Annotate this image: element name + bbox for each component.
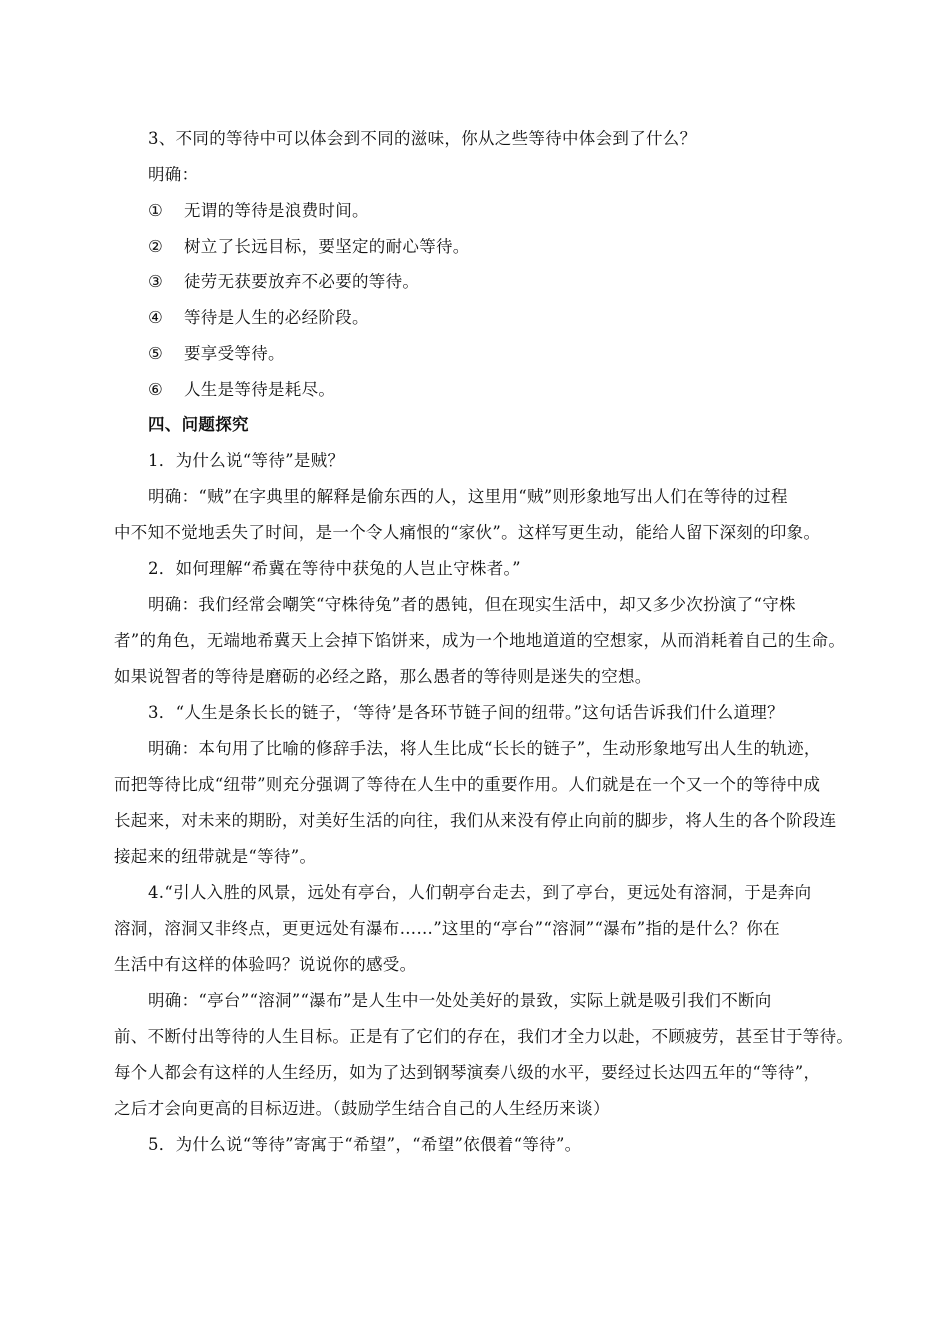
question-3: 3．“人生是条长长的链子，‘等待’是各环节链子间的纽带。”这句话告诉我们什么道理？ [148, 703, 784, 722]
answer-list-item [148, 379, 335, 401]
question-4-line-2: 溶洞，溶洞又非终点，更更远处有瀑布……”这里的“亭台”“溶洞”“瀑布”指的是什么？你在 [114, 919, 780, 938]
answer-1-line-1: 明确：“贼”在字典里的解释是偷东西的人，这里用“贼”则形象地写出人们在等待的过程 [148, 487, 788, 506]
question-5: 5．为什么说“等待”寄寓于“希望”，“希望”依偎着“等待”。 [148, 1135, 582, 1154]
answer-1-line-2: 中不知不觉地丢失了时间，是一个令人痛恨的“家伙”。这样写更生动，能给人留下深刻的印象。 [114, 523, 821, 542]
list-marker: ⑥ [148, 380, 164, 399]
list-marker: ① [148, 201, 164, 220]
list-marker: ② [148, 237, 164, 256]
list-text: 要享受等待。 [184, 344, 285, 363]
answer-list-item [148, 271, 419, 293]
answer-4-line-2: 前、不断付出等待的人生目标。正是有了它们的存在，我们才全力以赴，不顾疲劳，甚至甘于等待。 [114, 1027, 854, 1046]
list-text: 树立了长远目标，要坚定的耐心等待。 [184, 237, 470, 256]
list-text: 无谓的等待是浪费时间。 [184, 201, 369, 220]
list-text: 人生是等待是耗尽。 [184, 380, 336, 399]
answer-list-item [148, 200, 369, 222]
question-3-intro: 3、不同的等待中可以体会到不同的滋味，你从之些等待中体会到了什么？ [148, 129, 697, 148]
answer-label: 明确： [148, 165, 199, 184]
answer-2-line-3: 如果说智者的等待是磨砺的必经之路，那么愚者的等待则是迷失的空想。 [114, 667, 652, 686]
list-marker: ④ [148, 308, 164, 327]
list-marker: ⑤ [148, 344, 164, 363]
answer-2-line-1: 明确：我们经常会嘲笑“守株待兔”者的愚钝，但在现实生活中，却又多少次扮演了“守株 [148, 595, 796, 614]
list-text: 等待是人生的必经阶段。 [184, 308, 369, 327]
question-2: 2．如何理解“希冀在等待中获兔的人岂止守株者。” [148, 559, 521, 578]
section-heading: 四、问题探究 [148, 415, 249, 434]
answer-list-item [148, 307, 369, 329]
answer-4-line-3: 每个人都会有这样的人生经历，如为了达到钢琴演奏八级的水平，要经过长达四五年的“等待”， [114, 1063, 821, 1082]
answer-4-line-4: 之后才会向更高的目标迈进。（鼓励学生结合自己的人生经历来谈） [114, 1099, 610, 1118]
question-1: 1．为什么说“等待”是贼？ [148, 451, 345, 470]
question-4-line-3: 生活中有这样的体验吗？说说你的感受。 [114, 955, 417, 974]
question-4-line-1: 4.“引人入胜的风景，远处有亭台，人们朝亭台走去，到了亭台，更远处有溶洞，于是奔向 [148, 883, 812, 902]
answer-3-line-2: 而把等待比成“纽带”则充分强调了等待在人生中的重要作用。人们就是在一个又一个的等待中成 [114, 775, 821, 794]
list-text: 徒劳无获要放弃不必要的等待。 [184, 272, 420, 291]
answer-3-line-1: 明确：本句用了比喻的修辞手法，将人生比成“长长的链子”，生动形象地写出人生的轨迹， [148, 739, 821, 758]
answer-list-item [148, 343, 285, 365]
answer-list-item [148, 236, 470, 258]
answer-3-line-3: 长起来，对未来的期盼，对美好生活的向往，我们从来没有停止向前的脚步，将人生的各个阶段连 [114, 811, 837, 830]
answer-2-line-2: 者”的角色，无端地希冀天上会掉下馅饼来，成为一个地地道道的空想家，从而消耗着自己的生命。 [114, 631, 846, 650]
answer-4-line-1: 明确：“亭台”“溶洞”“瀑布”是人生中一处处美好的景致，实际上就是吸引我们不断向 [148, 991, 772, 1010]
list-marker: ③ [148, 272, 164, 291]
answer-3-line-4: 接起来的纽带就是“等待”。 [114, 847, 317, 866]
